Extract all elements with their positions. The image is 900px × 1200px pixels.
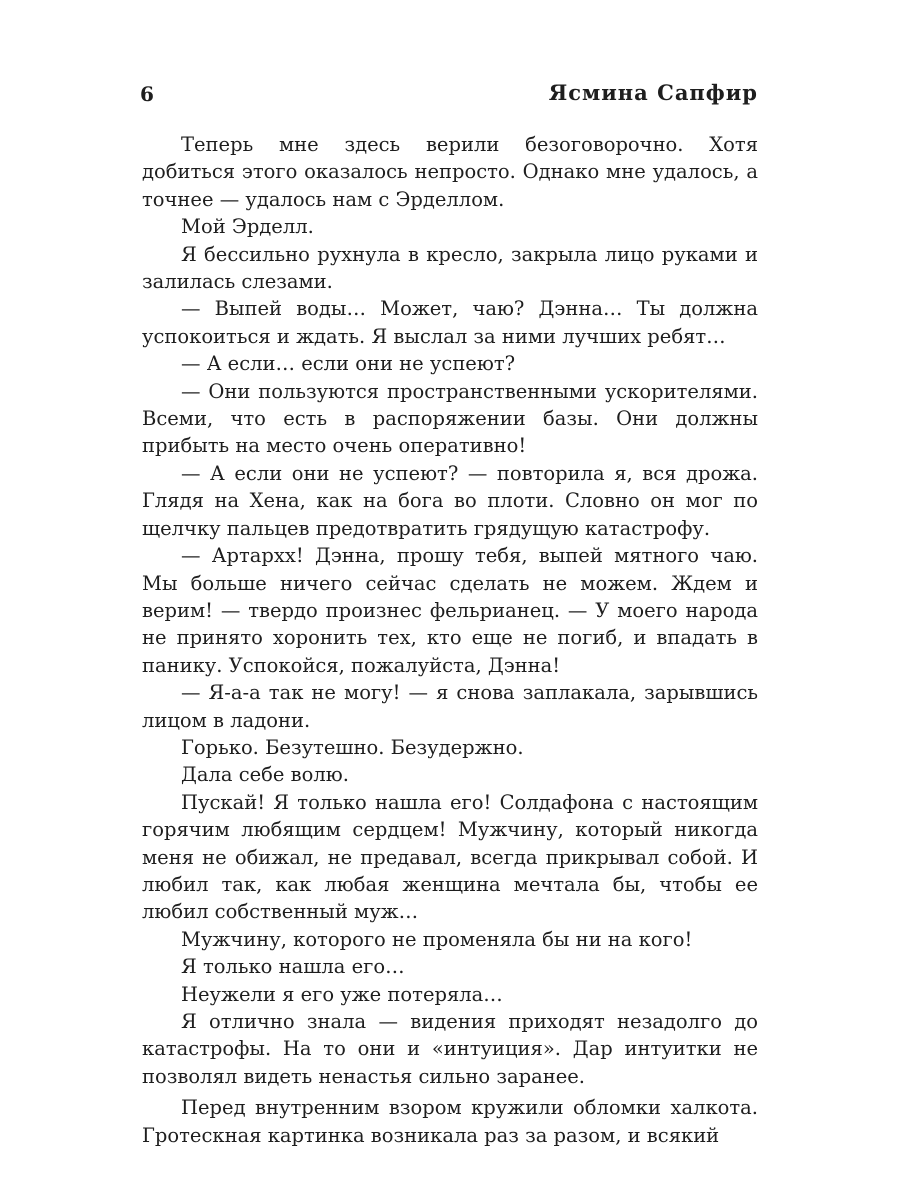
paragraph: Я отлично знала — видения приходят незадолго до катастрофы. На то они и «интуиция». Дар интуитки не позволял видеть ненастья сильно заранее. xyxy=(142,1010,758,1088)
paragraph: Дала себе волю. xyxy=(181,763,349,787)
page-number: 6 xyxy=(140,82,155,106)
paragraph: — Артархх! Дэнна, прошу тебя, выпей мятного чаю. Мы больше ничего сейчас сделать не можем. Ждем и верим! — твердо произнес фельрианец. — У моего народа не принято хоронить тех, кто еще не погиб, и впадать в панику. Успокойся, пожалуйста, Дэнна! xyxy=(142,544,758,677)
paragraph: Перед внутренним взором кружили обломки халкота. Гротескная картинка возникала раз за разом, и всякий xyxy=(142,1096,758,1147)
paragraph: Неужели я его уже потеряла… xyxy=(181,982,503,1006)
paragraph: — Я-а-а так не могу! — я снова заплакала, зарывшись лицом в ладони. xyxy=(142,681,758,732)
body-text xyxy=(142,131,758,1149)
paragraph: — А если… если они не успеют? xyxy=(181,352,516,376)
paragraph: — А если они не успеют? — повторила я, вся дрожа. Глядя на Хена, как на бога во плоти. Словно он мог по щелчку пальцев предотвратить грядущую катастрофу. xyxy=(142,461,758,540)
paragraph: Мой Эрделл. xyxy=(181,215,314,239)
paragraph: Теперь мне здесь верили безоговорочно. Хотя добиться этого оказалось непросто. Однако мне удалось, а точнее — удалось нам с Эрделлом. xyxy=(142,133,758,211)
running-head-author: Ясмина Сапфир xyxy=(548,80,758,105)
paragraph: Пускай! Я только нашла его! Солдафона с настоящим горячим любящим сердцем! Мужчину, который никогда меня не обижал, не предавал, всегда прикрывал собой. И любил так, как любая женщина мечтала бы, чтобы ее любил собственный муж… xyxy=(142,790,758,924)
paragraph: — Выпей воды… Может, чаю? Дэнна… Ты должна успокоиться и ждать. Я выслал за ними лучших ребят… xyxy=(142,297,758,348)
paragraph: Горько. Безутешно. Безудержно. xyxy=(181,735,524,759)
paragraph: Я бессильно рухнула в кресло, закрыла лицо руками и залилась слезами. xyxy=(142,242,758,294)
paragraph: Мужчину, которого не променяла бы ни на кого! xyxy=(181,927,693,951)
paragraph: Я только нашла его… xyxy=(181,955,405,979)
paragraph: — Они пользуются пространственными ускорителями. Всеми, что есть в распоряжении базы. Они должны прибыть на место очень оперативно! xyxy=(142,379,758,458)
